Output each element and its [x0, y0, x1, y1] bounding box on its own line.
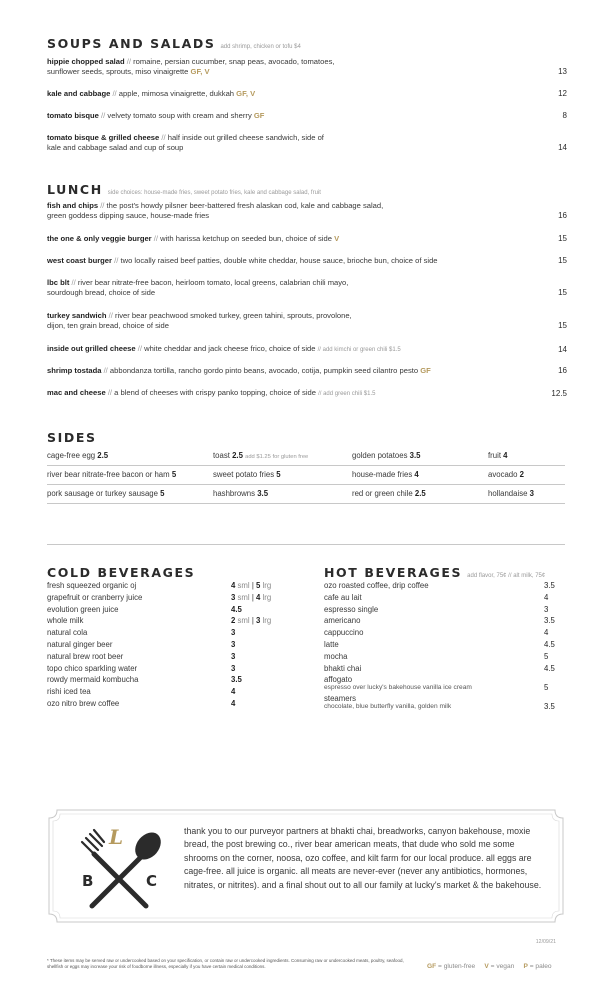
- beverage-price: [231, 652, 235, 661]
- beverage-price: [231, 605, 242, 614]
- side-price: 3.5: [257, 489, 269, 498]
- item-name: kale and cabbage: [47, 89, 111, 98]
- hot-beverage-row: [324, 694, 567, 711]
- thank-you-text: thank you to our purveyor partners at bhakti chai, breadworks, canyon bakehouse, moxie bread, the post brewing co., river bear american meats, that dude who sold me some shrooms on the corner, noosa, ozo coffee, and kilt farm for our local produce. all eggs are cage-free. all juice is organic. all meats are never-ever (never any antibiotics, hormones, nitrates, or nitrites). and a final shout out to all our family at lucky's market & the bakehouse.: [184, 826, 542, 890]
- item-sep: //: [153, 234, 158, 243]
- side-price: 4: [414, 470, 419, 479]
- item-name: inside out grilled cheese: [47, 344, 136, 353]
- cold-beverage-row: [47, 581, 287, 590]
- hot-beverage-row: [324, 675, 567, 692]
- cold-beverage-row: [47, 640, 287, 649]
- beverage-price: 3.5: [544, 616, 555, 626]
- soups-section: [47, 36, 567, 153]
- cold-beverage-row: [47, 605, 287, 614]
- divider: [47, 544, 565, 545]
- item-price: 15: [558, 288, 567, 298]
- size-unit: lrg: [262, 581, 272, 590]
- side-item: [47, 470, 176, 479]
- hot-beverage-row: [324, 581, 567, 590]
- menu-item: [47, 344, 567, 355]
- item-price: 16: [558, 211, 567, 221]
- item-sep: //: [137, 344, 142, 353]
- beverage-name: natural brew root beer: [47, 651, 124, 661]
- lbc-logo-icon: [72, 826, 168, 910]
- section-title: [47, 565, 297, 580]
- beverage-price: 3 sml | 4 lrg: [231, 592, 272, 602]
- beverage-name: bhakti chai: [324, 663, 362, 673]
- side-name: pork sausage or turkey sausage: [47, 489, 158, 498]
- cold-beverage-row: [47, 652, 287, 661]
- size-unit: lrg: [262, 616, 272, 626]
- beverage-name: latte: [324, 640, 339, 649]
- side-price: 3.5: [409, 451, 421, 460]
- side-name: house-made fries: [352, 470, 413, 479]
- diet-tag: GF: [253, 111, 265, 120]
- price-value: 3: [231, 663, 236, 673]
- item-sep: //: [161, 133, 166, 142]
- diet-tag: V: [334, 234, 340, 243]
- menu-item: [47, 201, 567, 221]
- beverage-price: 4.5: [544, 663, 555, 673]
- cold-beverage-row: [47, 699, 287, 708]
- lunch-title: LUNCH: [47, 182, 103, 197]
- item-desc: white cheddar and jack cheese frico, choice of side: [144, 344, 316, 353]
- beverage-name: natural ginger beer: [47, 640, 113, 649]
- side-price: 2.5: [414, 489, 426, 498]
- side-price: 5: [160, 489, 165, 498]
- item-name: lbc blt: [47, 278, 70, 287]
- divider: [47, 465, 565, 466]
- item-desc: romaine, persian cucumber, snap peas, avocado, tomatoes,: [133, 57, 335, 66]
- price-value: 4.5: [231, 604, 242, 614]
- disclaimer-text: * These items may be served raw or undercooked based on your specification, or contain raw or undercooked ingredients. Consuming raw or undercooked meats, poultry, seafood, shellfish or eggs may increase your risk of foodborne illness, especially if you have certain medical conditions.: [47, 958, 404, 969]
- beverage-price: [231, 699, 235, 708]
- hot-beverage-row: [324, 616, 567, 625]
- beverage-name: topo chico sparkling water: [47, 663, 138, 673]
- legend-label: = vegan: [490, 963, 515, 970]
- beverage-name: cappuccino: [324, 628, 364, 638]
- item-sep: //: [103, 366, 108, 375]
- item-name: hippie chopped salad: [47, 57, 125, 66]
- beverage-price: 4: [544, 592, 549, 602]
- cold-beverage-row: [47, 616, 287, 625]
- side-item: [213, 451, 308, 460]
- price-value: 4: [231, 581, 236, 590]
- item-price: 14: [558, 143, 567, 153]
- item-desc: abbondanza tortilla, rancho gordo pinto beans, avocado, cotija, pumpkin seed cilantro pesto: [109, 366, 419, 375]
- item-desc: river bear nitrate-free bacon, heirloom tomato, local greens, calabrian chili mayo,: [77, 278, 349, 287]
- menu-item: [47, 57, 567, 77]
- divider: [47, 503, 565, 504]
- item-desc: with harissa ketchup on seeded bun, choice of side: [160, 234, 332, 243]
- beverage-name: affogato: [324, 675, 353, 685]
- legend-tag: V: [484, 963, 489, 970]
- item-desc: kale and cabbage salad and cup of soup: [47, 143, 184, 153]
- price-value: 3: [231, 628, 236, 638]
- side-price: 4: [503, 451, 508, 460]
- sides-section: [47, 430, 567, 498]
- side-note: add $1.25 for gluten free: [245, 454, 309, 460]
- legend-tag: GF: [427, 963, 437, 970]
- beverage-price: 4.5: [544, 640, 555, 649]
- size-unit: lrg: [262, 592, 272, 602]
- beverage-name: evolution green juice: [47, 604, 119, 614]
- size-unit: sml: [237, 616, 250, 626]
- item-desc: river bear peachwood smoked turkey, green tahini, sprouts, provolone,: [115, 311, 352, 320]
- beverage-name: ozo nitro brew coffee: [47, 699, 120, 708]
- beverage-name: ozo roasted coffee, drip coffee: [324, 581, 429, 590]
- beverage-price: 5: [544, 683, 549, 693]
- hot-beverage-row: [324, 605, 567, 614]
- item-sep: //: [100, 201, 105, 210]
- item-name: shrimp tostada: [47, 366, 102, 375]
- side-item: [352, 489, 426, 498]
- beverage-price: 3: [544, 604, 549, 614]
- beverage-price: [231, 628, 235, 637]
- item-price: 13: [558, 67, 567, 77]
- soups-title: SOUPS AND SALADS: [47, 36, 216, 51]
- side-item: [488, 489, 534, 498]
- item-desc: a blend of cheeses with crispy panko topping, choice of side: [114, 388, 316, 397]
- side-name: toast: [213, 451, 230, 460]
- legend-label: = paleo: [529, 963, 552, 970]
- beverage-name: steamers: [324, 694, 357, 704]
- menu-item: [47, 111, 567, 121]
- hot-title: HOT BEVERAGES: [324, 565, 463, 580]
- side-price: 2.5: [232, 451, 243, 460]
- side-price: 5: [171, 470, 177, 479]
- side-price: 3: [529, 489, 534, 498]
- item-price: 12.5: [551, 389, 567, 398]
- cold-beverage-row: [47, 664, 287, 673]
- section-title: [47, 182, 567, 197]
- beverage-name: cafe au lait: [324, 592, 362, 602]
- item-sep: //: [101, 111, 106, 120]
- menu-item: [47, 256, 567, 266]
- hot-beverage-row: [324, 640, 567, 649]
- beverage-name: rishi iced tea: [47, 687, 91, 697]
- item-name: fish and chips: [47, 201, 99, 210]
- item-price: 15: [558, 256, 567, 265]
- menu-date: 12/09/21: [535, 939, 556, 945]
- diet-tag: GF, V: [190, 67, 210, 77]
- menu-item: [47, 278, 567, 298]
- beverage-price: 2 sml | 3 lrg: [231, 616, 272, 626]
- beverage-price: 4: [544, 628, 549, 638]
- side-item: [47, 451, 108, 460]
- beverage-price: 5: [544, 651, 549, 661]
- side-item: [47, 489, 164, 498]
- item-desc: half inside out grilled cheese sandwich, side of: [167, 133, 324, 142]
- menu-item: [47, 388, 567, 399]
- logo-letter-right: C: [146, 872, 158, 890]
- lunch-section: [47, 182, 567, 398]
- beverage-detail: chocolate, blue butterfly vanilla, golden milk: [324, 703, 452, 711]
- item-sep: //: [107, 388, 113, 397]
- soups-note: add shrimp, chicken or tofu $4: [220, 44, 301, 50]
- logo-letter-top: L: [108, 826, 124, 849]
- beverage-detail: espresso over lucky's bakehouse vanilla ice cream: [324, 684, 472, 692]
- item-sep: //: [108, 311, 113, 320]
- diet-tag: GF: [420, 366, 431, 375]
- beverage-price: 3.5: [544, 581, 555, 590]
- divider: [47, 484, 565, 485]
- item-price: 14: [558, 345, 567, 354]
- menu-item: [47, 89, 567, 99]
- price-value: 3: [256, 616, 261, 626]
- legend-label: = gluten-free: [438, 963, 476, 970]
- menu-item: [47, 366, 567, 376]
- section-title: [324, 565, 567, 580]
- side-name: golden potatoes: [352, 451, 408, 460]
- hot-note: add flavor, 75¢ // alt milk, 75¢: [467, 573, 546, 579]
- item-desc: velvety tomato soup with cream and sherry: [107, 111, 252, 120]
- side-name: fruit: [488, 451, 501, 460]
- size-unit: sml: [237, 592, 250, 602]
- beverage-price: 4 sml | 5 lrg: [231, 581, 272, 590]
- item-name: mac and cheese: [47, 388, 106, 397]
- section-title: [47, 36, 567, 51]
- price-value: 4: [231, 699, 236, 708]
- item-price: 16: [558, 366, 567, 375]
- price-value: 3: [231, 651, 236, 661]
- logo-letter-left: B: [82, 872, 94, 890]
- item-price: 12: [558, 89, 567, 98]
- beverage-name: whole milk: [47, 616, 84, 626]
- item-desc: dijon, ten grain bread, choice of side: [47, 321, 170, 331]
- side-item: [352, 451, 421, 460]
- diet-tag: GF, V: [236, 89, 256, 98]
- side-name: sweet potato fries: [213, 470, 275, 479]
- price-value: 4: [231, 687, 236, 697]
- menu-item: [47, 311, 567, 331]
- item-sep: //: [126, 57, 131, 66]
- item-name: west coast burger: [47, 256, 112, 265]
- beverage-price: [231, 675, 242, 684]
- hot-beverage-row: [324, 664, 567, 673]
- side-name: red or green chile: [352, 489, 413, 498]
- legend-tag: P: [523, 963, 528, 970]
- beverage-name: grapefruit or cranberry juice: [47, 592, 143, 602]
- side-name: hashbrowns: [213, 489, 256, 498]
- price-value: 4: [256, 592, 261, 602]
- beverage-price: 3.5: [544, 702, 555, 712]
- item-desc: two locally raised beef patties, double white cheddar, house sauce, brioche bun, choice of side: [120, 256, 438, 265]
- side-name: river bear nitrate-free bacon or ham: [47, 470, 170, 479]
- side-item: [352, 470, 419, 479]
- cold-beverage-row: [47, 687, 287, 696]
- beverage-price: [231, 687, 235, 696]
- diet-legend: [427, 963, 552, 970]
- price-value: 3: [231, 592, 236, 602]
- item-sep: //: [112, 89, 117, 98]
- price-value: 3.5: [231, 675, 242, 685]
- price-value: 5: [256, 581, 261, 590]
- item-sep: //: [71, 278, 76, 287]
- side-price: 2.5: [97, 451, 109, 460]
- item-desc: sourdough bread, choice of side: [47, 288, 156, 298]
- cold-beverages-section: [47, 565, 297, 708]
- beverage-name: rowdy mermaid kombucha: [47, 675, 139, 685]
- item-desc: apple, mimosa vinaigrette, dukkah: [118, 89, 235, 98]
- menu-item: [47, 133, 567, 153]
- side-item: [213, 489, 268, 498]
- item-desc: the post's howdy pilsner beer-battered fresh alaskan cod, kale and cabbage salad,: [106, 201, 384, 210]
- sides-title: SIDES: [47, 430, 97, 445]
- hot-beverage-row: [324, 593, 567, 602]
- hot-beverages-section: [324, 565, 567, 712]
- size-unit: sml: [237, 581, 250, 590]
- hot-beverage-row: [324, 628, 567, 637]
- beverage-price: [231, 640, 235, 649]
- item-desc: sunflower seeds, sprouts, miso vinaigrette: [47, 67, 189, 77]
- item-price: 8: [562, 111, 567, 120]
- side-name: avocado: [488, 470, 518, 479]
- cold-beverage-row: [47, 675, 287, 684]
- side-item: [213, 470, 281, 479]
- side-name: cage-free egg: [47, 451, 96, 460]
- side-price: 5: [276, 470, 281, 479]
- item-name: tomato bisque & grilled cheese: [47, 133, 160, 142]
- side-item: [488, 470, 524, 479]
- section-title: [47, 430, 567, 445]
- item-name: the one & only veggie burger: [47, 234, 152, 243]
- price-value: 3: [231, 640, 236, 649]
- item-price: 15: [558, 321, 567, 331]
- price-value: 2: [231, 616, 236, 626]
- beverage-name: natural cola: [47, 628, 88, 638]
- side-item: [488, 451, 508, 460]
- beverage-name: espresso single: [324, 604, 379, 614]
- beverage-name: mocha: [324, 651, 348, 661]
- lunch-note: side choices: house-made fries, sweet potato fries, kale and cabbage salad, fruit: [107, 190, 321, 196]
- item-desc: green goddess dipping sauce, house-made fries: [47, 211, 210, 221]
- item-addon: // add kimchi or green chili $1.5: [317, 347, 401, 353]
- beverage-price: [231, 664, 235, 673]
- menu-item: [47, 234, 567, 244]
- item-name: tomato bisque: [47, 111, 99, 120]
- cold-beverage-row: [47, 628, 287, 637]
- item-addon: // add green chili $1.5: [318, 391, 376, 397]
- cold-beverage-row: [47, 593, 287, 602]
- item-sep: //: [114, 256, 119, 265]
- beverage-name: americano: [324, 616, 361, 626]
- item-price: 15: [558, 234, 567, 243]
- item-name: turkey sandwich: [47, 311, 107, 320]
- cold-title: COLD BEVERAGES: [47, 565, 196, 580]
- side-name: hollandaise: [488, 489, 528, 498]
- beverage-name: fresh squeezed organic oj: [47, 581, 137, 590]
- hot-beverage-row: [324, 652, 567, 661]
- side-price: 2: [519, 470, 524, 479]
